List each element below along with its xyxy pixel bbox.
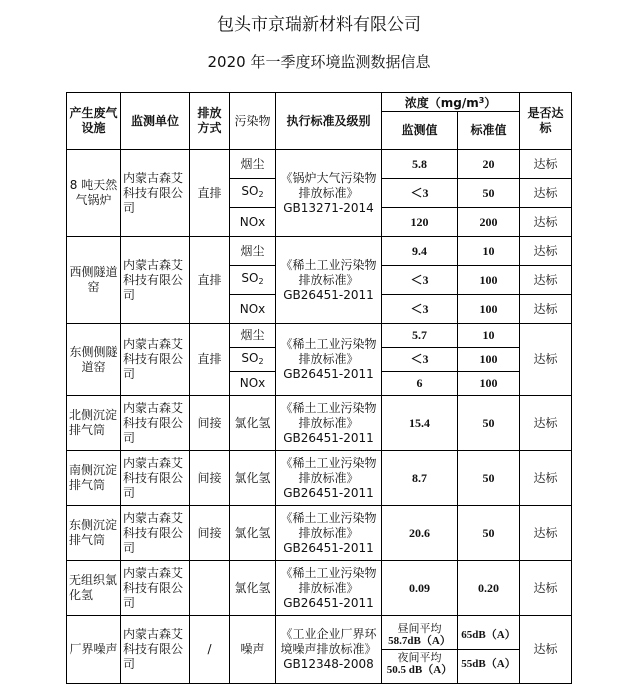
- pollutant-cell: 氯化氢: [230, 506, 276, 561]
- measured-value: 5.8: [382, 150, 458, 179]
- header-measured: 监测值: [382, 112, 458, 150]
- standard-cell: 《稀土工业污染物排放标准》GB26451-2011: [276, 561, 382, 616]
- discharge-cell: [190, 561, 230, 616]
- measured-value: 5.7: [382, 324, 458, 348]
- limit-value: 50: [458, 396, 520, 451]
- day-average-label: 昼间平均: [397, 623, 442, 635]
- measured-value: ＜3: [382, 348, 458, 372]
- pollutant-cell: NOx: [230, 208, 276, 237]
- unit-cell: 内蒙古森艾科技有限公司: [121, 324, 190, 396]
- result-cell: 达标: [520, 451, 572, 506]
- measured-value: 9.4: [382, 237, 458, 266]
- facility-cell: 厂界噪声: [67, 616, 121, 684]
- result-cell: 达标: [520, 616, 572, 684]
- pollutant-cell: NOx: [230, 295, 276, 324]
- header-concentration: 浓度$(mg/m^3)$: [382, 93, 520, 112]
- result-cell: 达标: [520, 237, 572, 266]
- table-row: [67, 506, 572, 561]
- measured-value: ＜3: [382, 295, 458, 324]
- result-cell: 达标: [520, 506, 572, 561]
- result-cell: 达标: [520, 266, 572, 295]
- unit-cell: 内蒙古森艾科技有限公司: [121, 396, 190, 451]
- discharge-cell: 直排: [190, 324, 230, 396]
- pollutant-cell: 氯化氢: [230, 451, 276, 506]
- result-cell: 达标: [520, 324, 572, 396]
- limit-value: 20: [458, 150, 520, 179]
- facility-cell: 北侧沉淀排气筒: [67, 396, 121, 451]
- table-row: [67, 616, 572, 684]
- discharge-cell: 直排: [190, 237, 230, 324]
- table-row: [67, 237, 572, 266]
- pollutant-cell: $SO_2$: [230, 266, 276, 295]
- measured-value: 6: [382, 372, 458, 396]
- discharge-cell: 直排: [190, 150, 230, 237]
- unit-cell: 内蒙古森艾科技有限公司: [121, 616, 190, 684]
- standard-cell: 《稀土工业污染物排放标准》GB26451-2011: [276, 324, 382, 396]
- table-row: [67, 150, 572, 179]
- report-subtitle: 2020 年一季度环境监测数据信息: [207, 53, 431, 71]
- measured-value: ＜3: [382, 266, 458, 295]
- noise-limit-cell: [458, 616, 520, 684]
- facility-cell: 东侧沉淀排气筒: [67, 506, 121, 561]
- facility-cell: 无组织氯化氢: [67, 561, 121, 616]
- unit-cell: 内蒙古森艾科技有限公司: [121, 150, 190, 237]
- table-row: [67, 396, 572, 451]
- standard-cell: 《稀土工业污染物排放标准》GB26451-2011: [276, 451, 382, 506]
- noise-measured-cell: [382, 616, 458, 684]
- limit-value: 10: [458, 324, 520, 348]
- pollutant-cell: 烟尘: [230, 324, 276, 348]
- measured-value: 120: [382, 208, 458, 237]
- measured-value: ＜3: [382, 179, 458, 208]
- measured-value: 0.09: [382, 561, 458, 616]
- result-cell: 达标: [520, 208, 572, 237]
- standard-cell: 《稀土工业污染物排放标准》GB26451-2011: [276, 396, 382, 451]
- night-average-label: 夜间平均: [397, 652, 442, 664]
- pollutant-cell: 烟尘: [230, 237, 276, 266]
- pollutant-cell: 烟尘: [230, 150, 276, 179]
- limit-value: 100: [458, 266, 520, 295]
- measured-value: 15.4: [382, 396, 458, 451]
- limit-value: 200: [458, 208, 520, 237]
- limit-value: 0.20: [458, 561, 520, 616]
- limit-value: 50: [458, 506, 520, 561]
- header-discharge: 排放方式: [190, 93, 230, 150]
- facility-cell: 南侧沉淀排气筒: [67, 451, 121, 506]
- pollutant-cell: 氯化氢: [230, 396, 276, 451]
- discharge-cell: 间接: [190, 451, 230, 506]
- limit-value: 50: [458, 451, 520, 506]
- pollutant-cell: 噪声: [230, 616, 276, 684]
- result-cell: 达标: [520, 561, 572, 616]
- result-cell: 达标: [520, 295, 572, 324]
- discharge-cell: /: [190, 616, 230, 684]
- facility-cell: 西侧隧道窑: [67, 237, 121, 324]
- discharge-cell: 间接: [190, 506, 230, 561]
- limit-value: 100: [458, 372, 520, 396]
- pollutant-cell: $SO_2$: [230, 348, 276, 372]
- night-average-value: 50.5 dB（A）: [386, 664, 453, 676]
- pollutant-cell: NOx: [230, 372, 276, 396]
- limit-value: 100: [458, 295, 520, 324]
- result-cell: 达标: [520, 179, 572, 208]
- company-title: 包头市京瑞新材料有限公司: [217, 15, 421, 35]
- unit-cell: 内蒙古森艾科技有限公司: [121, 561, 190, 616]
- result-cell: 达标: [520, 150, 572, 179]
- result-cell: 达标: [520, 396, 572, 451]
- limit-value: 10: [458, 237, 520, 266]
- standard-cell: 《工业企业厂界环境噪声排放标准》GB12348-2008: [276, 616, 382, 684]
- night-limit-value: 55dB（A）: [458, 649, 519, 678]
- header-limit: 标准值: [458, 112, 520, 150]
- header-facility: 产生废气设施: [67, 93, 121, 150]
- limit-value: 100: [458, 348, 520, 372]
- header-compliant: 是否达标: [520, 93, 572, 150]
- header-standard: 执行标准及级别: [276, 93, 382, 150]
- table-row: [67, 451, 572, 506]
- day-limit-value: 65dB（A）: [461, 629, 516, 641]
- table-row: [67, 324, 572, 348]
- standard-cell: 《稀土工业污染物排放标准》GB26451-2011: [276, 506, 382, 561]
- facility-cell: 8 吨天然气锅炉: [67, 150, 121, 237]
- unit-cell: 内蒙古森艾科技有限公司: [121, 237, 190, 324]
- measured-value: 8.7: [382, 451, 458, 506]
- unit-cell: 内蒙古森艾科技有限公司: [121, 506, 190, 561]
- header-unit: 监测单位: [121, 93, 190, 150]
- discharge-cell: 间接: [190, 396, 230, 451]
- pollutant-cell: $SO_2$: [230, 179, 276, 208]
- measured-value: 20.6: [382, 506, 458, 561]
- header-pollutant: 污染物: [230, 93, 276, 150]
- limit-value: 50: [458, 179, 520, 208]
- monitoring-table: [66, 92, 572, 684]
- facility-cell: 东侧侧隧道窑: [67, 324, 121, 396]
- standard-cell: 《锅炉大气污染物排放标准》GB13271-2014: [276, 150, 382, 237]
- day-average-value: 58.7dB（A）: [388, 635, 451, 647]
- unit-cell: 内蒙古森艾科技有限公司: [121, 451, 190, 506]
- pollutant-cell: 氯化氢: [230, 561, 276, 616]
- standard-cell: 《稀土工业污染物排放标准》GB26451-2011: [276, 237, 382, 324]
- table-row: [67, 561, 572, 616]
